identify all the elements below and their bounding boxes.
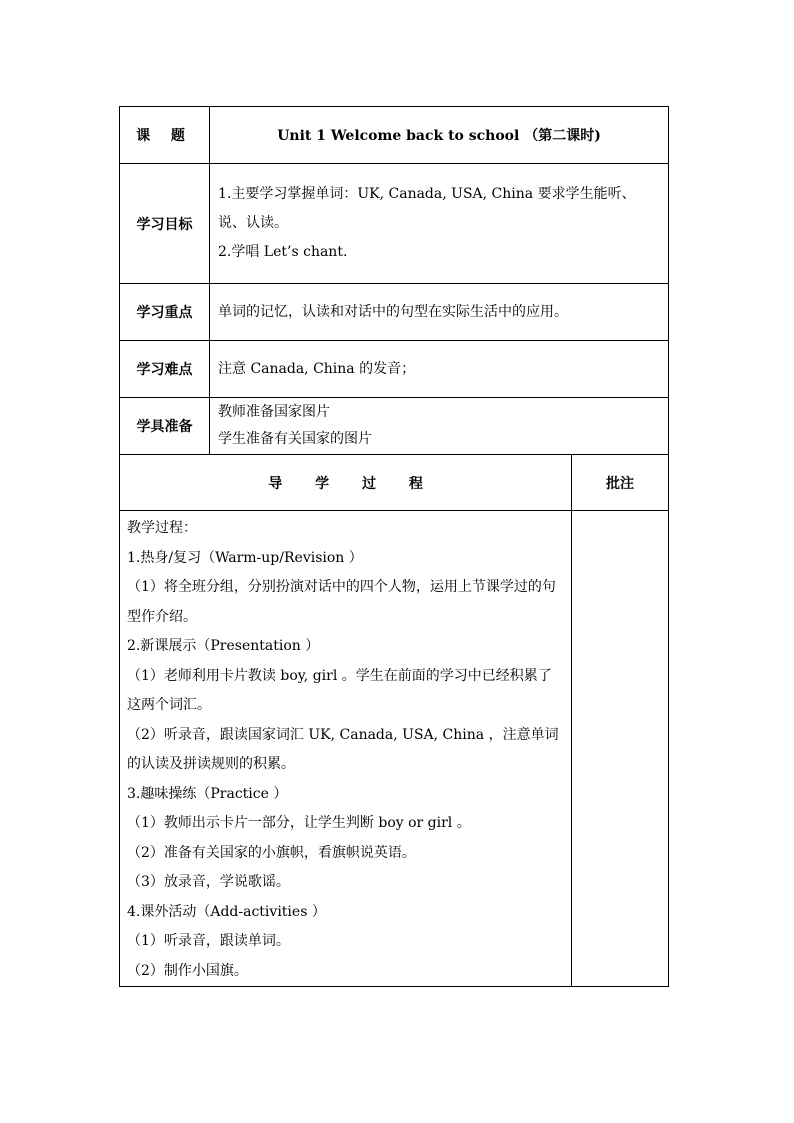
- materials-line: 学生准备有关国家的图片: [218, 431, 372, 447]
- difficulties-row: [120, 341, 669, 398]
- materials-label: 学具准备: [120, 398, 210, 455]
- process-header-char: 过: [361, 475, 376, 492]
- key-points-label: 学习重点: [120, 284, 210, 341]
- process-row: [120, 511, 669, 987]
- notes-header: 批注: [572, 455, 669, 511]
- objective-line: 2.学唱 Let’s chant.: [218, 244, 348, 260]
- process-line: 2.新课展示（Presentation ）: [127, 638, 320, 654]
- process-header-row: [120, 455, 669, 511]
- objectives-content: [210, 164, 669, 284]
- process-line: 教学过程：: [127, 520, 197, 536]
- objectives-row: [120, 164, 669, 284]
- process-line: （1）老师利用卡片教读 boy, girl 。学生在前面的学习中已经积累了这两个词汇。: [127, 667, 552, 713]
- process-content: [120, 511, 572, 987]
- topic-value: Unit 1 Welcome back to school （第二课时): [210, 107, 669, 164]
- process-line: 4.课外活动（Add-activities ）: [127, 903, 326, 920]
- difficulties-label: 学习难点: [120, 341, 210, 398]
- process-header-char: 程: [408, 475, 423, 492]
- process-line: （2）听录音，跟读国家词汇 UK, Canada, USA, China ，注意单词的认读及拼读规则的积累。: [127, 726, 559, 772]
- process-line: （1）教师出示卡片一部分，让学生判断 boy or girl 。: [127, 815, 471, 831]
- objective-line: 1.主要学习掌握单词：UK, Canada, USA, China 要求学生能听、说、认读。: [218, 186, 636, 231]
- key-points-row: [120, 284, 669, 341]
- process-line: （3）放录音，学说歌谣。: [127, 874, 290, 890]
- process-line: （1）将全班分组，分别扮演对话中的四个人物，运用上节课学过的句型作介绍。: [127, 579, 556, 625]
- process-line: 3.趣味操练（Practice ）: [127, 785, 288, 802]
- process-header: [120, 455, 572, 511]
- materials-line: 教师准备国家图片: [218, 404, 330, 420]
- topic-label: 课 题: [120, 107, 210, 164]
- objectives-label: 学习目标: [120, 164, 210, 284]
- key-points-value: 单词的记忆，认读和对话中的句型在实际生活中的应用。: [210, 284, 669, 341]
- materials-content: [210, 398, 669, 455]
- topic-row: [120, 107, 669, 164]
- process-line: （2）制作小国旗。: [127, 962, 248, 979]
- lesson-plan-table: [119, 106, 669, 987]
- process-header-char: 学: [315, 475, 330, 492]
- process-header-char: 导: [268, 475, 283, 492]
- notes-cell: [572, 511, 669, 987]
- difficulties-value: 注意 Canada, China 的发音；: [210, 341, 669, 398]
- process-line: （2）准备有关国家的小旗帜，看旗帜说英语。: [127, 844, 416, 861]
- materials-row: [120, 398, 669, 455]
- process-line: 1.热身/复习（Warm-up/Revision ）: [127, 549, 363, 566]
- process-line: （1）听录音，跟读单词。: [127, 933, 290, 949]
